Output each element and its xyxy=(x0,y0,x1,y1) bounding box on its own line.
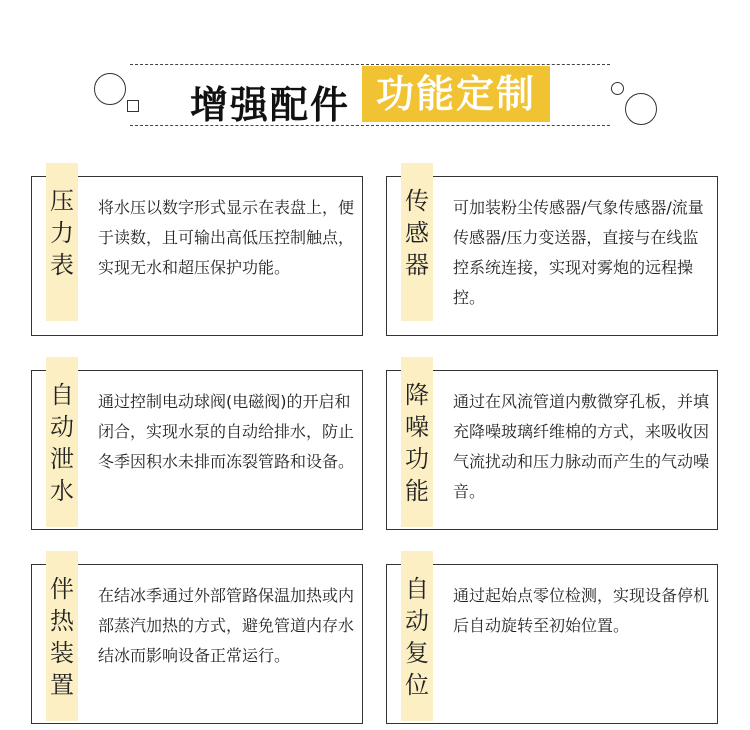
page-title: 增强配件 xyxy=(190,83,351,127)
feature-description: 通过控制电动球阀(电磁阀)的开启和闭合，实现水泵的自动给排水，防止冬季因积水未排而冻裂管路和设备。 xyxy=(98,392,355,471)
circle-decoration-left xyxy=(94,73,126,105)
circle-decoration-right-small xyxy=(611,82,624,95)
feature-description: 通过起始点零位检测，实现设备停机后自动旋转至初始位置。 xyxy=(453,586,710,635)
feature-label: 自 动 泄 水 xyxy=(46,357,78,527)
feature-card-heat-tracing xyxy=(31,564,363,724)
feature-label: 压 力 表 xyxy=(46,163,78,321)
feature-card-auto-drain xyxy=(31,370,363,530)
feature-card-pressure-gauge xyxy=(31,176,363,336)
feature-card-noise-reduction xyxy=(386,370,718,530)
feature-label: 降 噪 功 能 xyxy=(401,357,433,527)
circle-decoration-right-large xyxy=(625,93,657,125)
feature-label: 传 感 器 xyxy=(401,163,433,321)
feature-label: 伴 热 装 置 xyxy=(46,551,78,721)
top-dashed-line xyxy=(130,64,610,65)
feature-description: 在结冰季通过外部管路保温加热或内部蒸汽加热的方式，避免管道内存水结冰而影响设备正常运行。 xyxy=(98,586,355,665)
feature-description: 将水压以数字形式显示在表盘上，便于读数，且可输出高低压控制触点，实现无水和超压保护功能。 xyxy=(98,198,355,277)
feature-description: 可加装粉尘传感器/气象传感器/流量传感器/压力变送器，直接与在线监控系统连接，实现对雾炮的远程操控。 xyxy=(453,198,704,307)
square-decoration-left xyxy=(127,100,139,112)
feature-card-sensor xyxy=(386,176,718,336)
feature-card-auto-reset xyxy=(386,564,718,724)
feature-label: 自 动 复 位 xyxy=(401,551,433,721)
page-title-highlight: 功能定制 xyxy=(362,66,550,122)
feature-description: 通过在风流管道内敷微穿孔板，并填充降噪玻璃纤维棉的方式，来吸收因气流扰动和压力脉动而产生的气动噪音。 xyxy=(453,392,710,501)
